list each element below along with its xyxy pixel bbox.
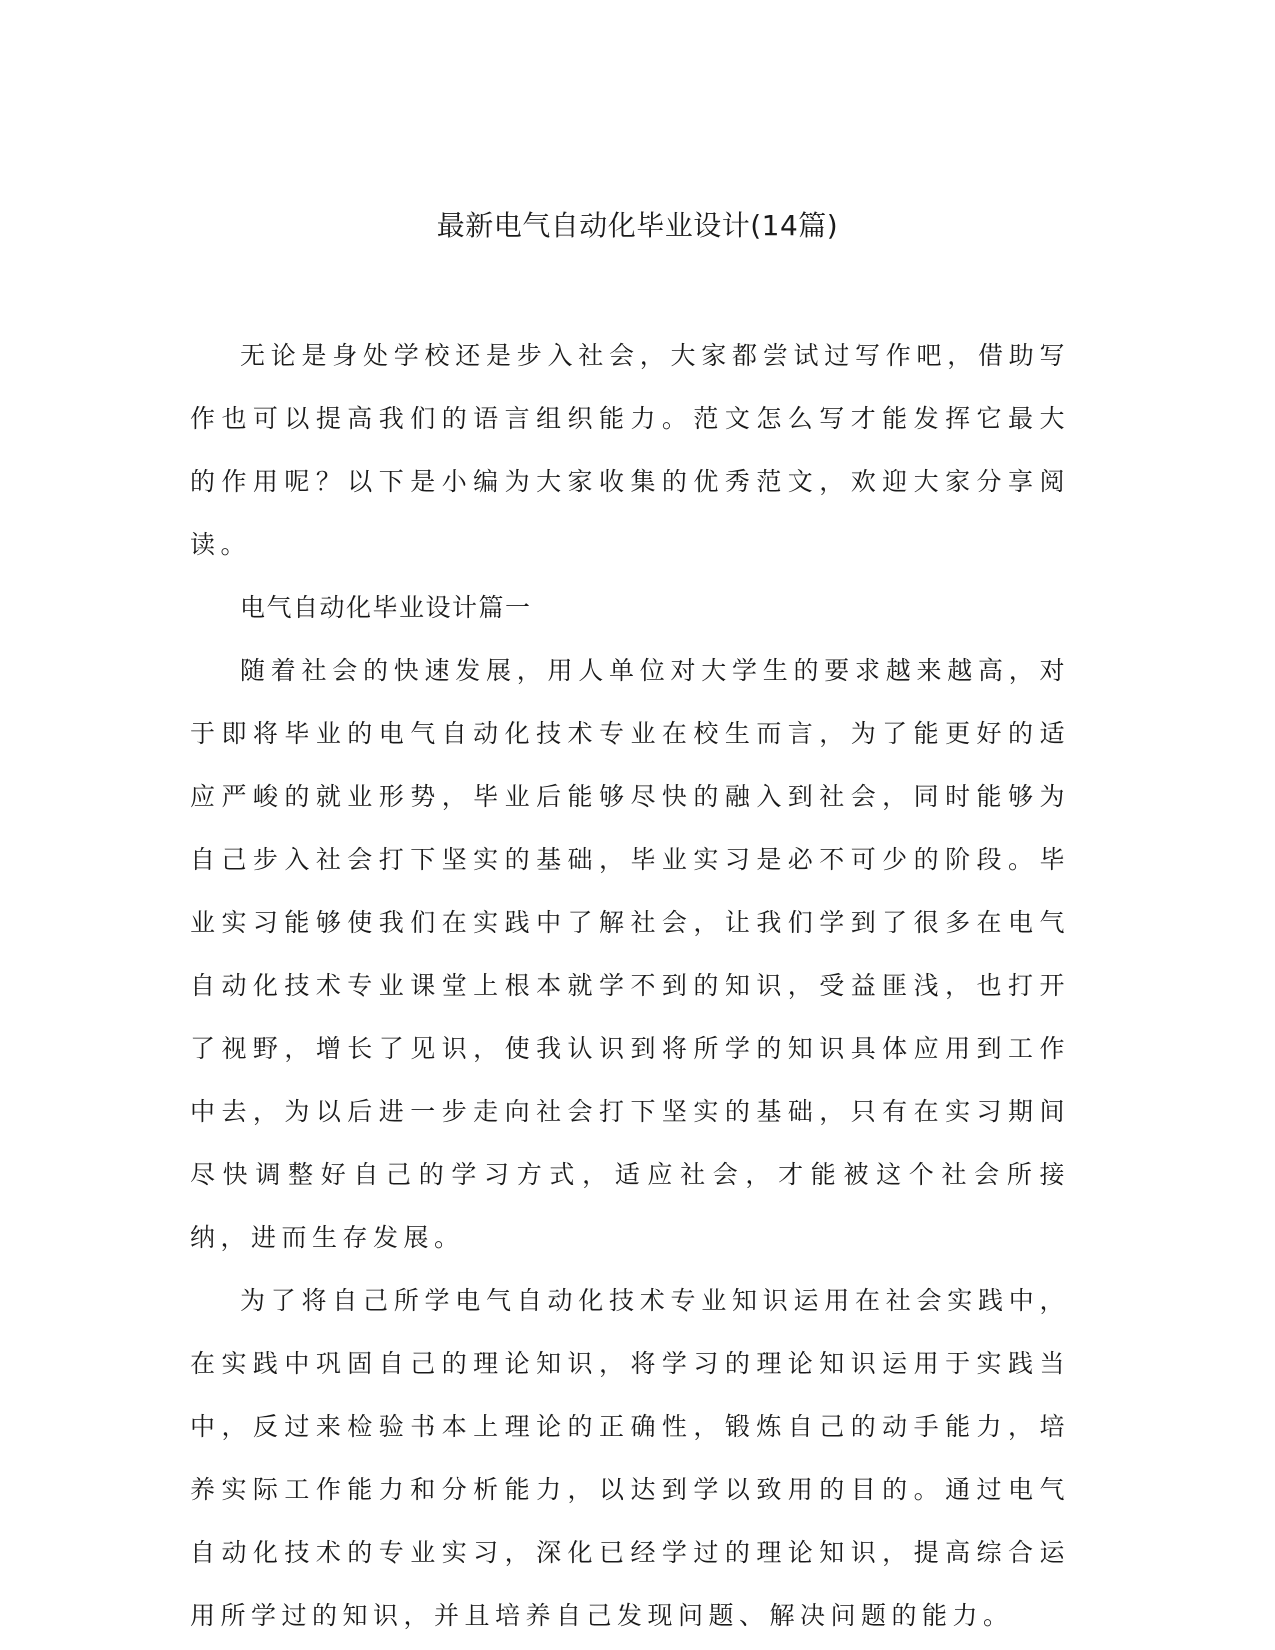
document-body xyxy=(190,324,1070,1647)
body-paragraph: 随着社会的快速发展，用人单位对大学生的要求越来越高，对于即将毕业的电气自动化技术专业在校生而言，为了能更好的适应严峻的就业形势，毕业后能够尽快的融入到社会，同时能够为自己步入社会打下坚实的基础，毕业实习是必不可少的阶段。毕业实习能够使我们在实践中了解社会，让我们学到了很多在电气自动化技术专业课堂上根本就学不到的知识，受益匪浅，也打开了视野，增长了见识，使我认识到将所学的知识具体应用到工作中去，为以后进一步走向社会打下坚实的基础，只有在实习期间尽快调整好自己的学习方式，适应社会，才能被这个社会所接纳，进而生存发展。 xyxy=(190,656,1070,1252)
section-heading: 电气自动化毕业设计篇一 xyxy=(240,593,532,622)
document-title: 最新电气自动化毕业设计(14篇) xyxy=(436,209,839,242)
body-paragraph: 为了将自己所学电气自动化技术专业知识运用在社会实践中，在实践中巩固自己的理论知识，将学习的理论知识运用于实践当中，反过来检验书本上理论的正确性，锻炼自己的动手能力，培养实际工作能力和分析能力，以达到学以致用的目的。通过电气自动化技术的专业实习，深化已经学过的理论知识，提高综合运用所学过的知识，并且培养自己发现问题、解决问题的能力。 xyxy=(190,1286,1070,1630)
intro-paragraph: 无论是身处学校还是步入社会，大家都尝试过写作吧，借助写作也可以提高我们的语言组织能力。范文怎么写才能发挥它最大的作用呢？以下是小编为大家收集的优秀范文，欢迎大家分享阅读。 xyxy=(190,341,1070,559)
